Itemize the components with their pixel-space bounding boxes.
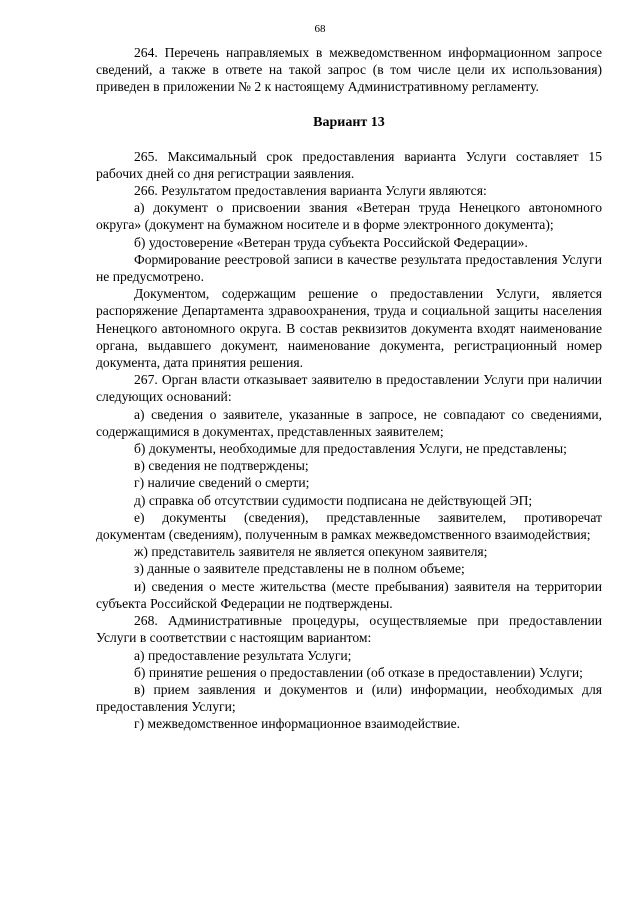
list-item-268-b: б) принятие решения о предоставлении (об отказе в предоставлении) Услуги; (134, 664, 583, 680)
paragraph-267: 267. Орган власти отказывает заявителю в предоставлении Услуги при наличии следующих оснований: (96, 372, 602, 405)
list-item-267-d: д) справка об отсутствии судимости подписана не действующей ЭП; (134, 492, 533, 508)
list-item-267-a: а) сведения о заявителе, указанные в запросе, не совпадают со сведениями, содержащимися в документах, представленных заявителем; (96, 406, 602, 439)
list-item-267-g: г) наличие сведений о смерти; (134, 475, 310, 491)
list-item-267-b: б) документы, необходимые для предоставления Услуги, не представлены; (134, 441, 567, 457)
list-item-267-v: в) сведения не подтверждены; (134, 458, 309, 474)
list-item-266-b: б) удостоверение «Ветеран труда субъекта Российской Федерации». (134, 234, 528, 250)
list-item-267-i: и) сведения о месте жительства (месте пребывания) заявителя на территории субъекта Российской Федерации не подтверждены. (96, 578, 602, 611)
section-heading: Вариант 13 (313, 114, 385, 130)
paragraph-265: 265. Максимальный срок предоставления варианта Услуги составляет 15 рабочих дней со дня регистрации заявления. (96, 148, 602, 181)
list-item-267-e: е) документы (сведения), представленные заявителем, противоречат документам (сведениям), полученным в рамках межведомственного взаимодействия; (96, 509, 602, 543)
list-item-266-a: а) документ о присвоении звания «Ветеран труда Ненецкого автономного округа» (документ на бумажном носителе и в форме электронного документа); (96, 200, 602, 233)
paragraph-registry-note: Формирование реестровой записи в качестве результата предоставления Услуги не предусмотрено. (96, 251, 602, 285)
list-item-267-zh: ж) представитель заявителя не является опекуном заявителя; (134, 544, 488, 560)
page-number: 68 (314, 23, 326, 35)
paragraph-264: 264. Перечень направляемых в межведомственном информационном запросе сведений, а также в ответе на такой запрос (в том числе цели их использования) приведен в приложении № 2 к настоящему Административному регламенту. (96, 45, 602, 95)
paragraph-decision-document: Документом, содержащим решение о предоставлении Услуги, является распоряжение Департамента здравоохранения, труда и социальной защиты населения Ненецкого автономного округа. В состав реквизитов документа входят наименование органа, выдавшего документ, наименование документа, регистрационный номер документа, дата принятия решения. (96, 286, 602, 371)
list-item-268-g: г) межведомственное информационное взаимодействие. (134, 716, 461, 732)
document-body (96, 44, 602, 733)
paragraph-266: 266. Результатом предоставления варианта Услуги являются: (134, 183, 487, 199)
list-item-268-a: а) предоставление результата Услуги; (134, 647, 352, 663)
list-item-267-z: з) данные о заявителе представлены не в полном объеме; (134, 561, 465, 577)
paragraph-268: 268. Административные процедуры, осуществляемые при предоставлении Услуги в соответствии с настоящим вариантом: (96, 613, 602, 646)
list-item-268-v: в) прием заявления и документов и (или) информации, необходимых для предоставления Услуги; (96, 681, 602, 715)
